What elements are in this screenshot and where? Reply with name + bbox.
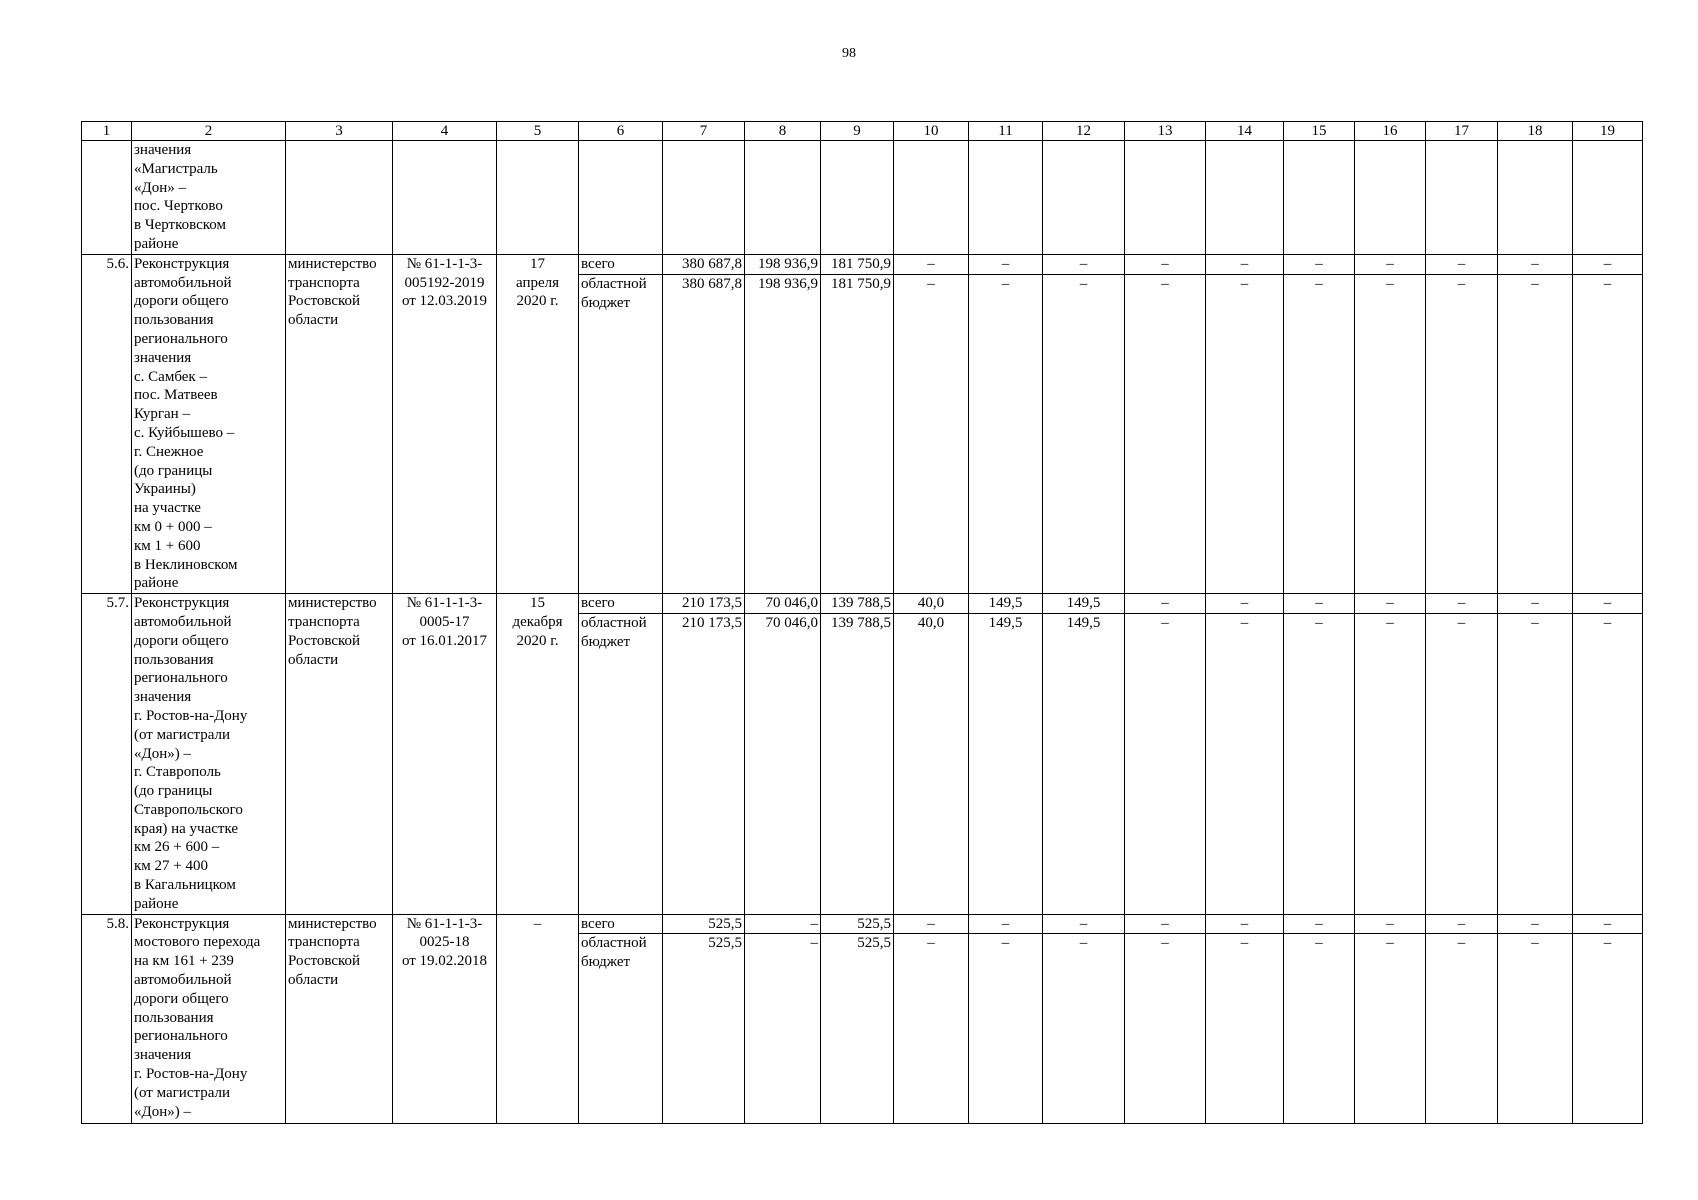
amount-cell: 40,0 — [894, 614, 969, 915]
table-cell — [1498, 141, 1573, 255]
amount-cell: – — [1206, 614, 1284, 915]
amount-cell: – — [1125, 934, 1206, 1124]
amount-cell: 198 936,9 — [745, 274, 821, 593]
amount-cell: – — [1125, 614, 1206, 915]
table-cell — [579, 141, 663, 255]
amount-cell: – — [1355, 914, 1426, 934]
amount-cell: 149,5 — [1043, 614, 1125, 915]
column-header: 19 — [1573, 122, 1643, 141]
column-header: 11 — [969, 122, 1043, 141]
amount-cell: – — [1426, 614, 1498, 915]
table-cell — [82, 141, 132, 255]
organization-cell: министерство транспорта Ростовской области — [286, 254, 393, 593]
amount-cell: 139 788,5 — [821, 614, 894, 915]
amount-cell: – — [894, 274, 969, 593]
column-header: 18 — [1498, 122, 1573, 141]
column-header: 15 — [1284, 122, 1355, 141]
row-number-cell: 5.7. — [82, 594, 132, 915]
amount-cell: – — [1426, 254, 1498, 274]
budget-table — [81, 121, 1643, 1124]
table-cell — [1284, 141, 1355, 255]
table-cell — [894, 141, 969, 255]
amount-cell: 70 046,0 — [745, 614, 821, 915]
table-cell — [821, 141, 894, 255]
table-cell — [497, 141, 579, 255]
amount-cell: – — [1284, 614, 1355, 915]
table-row — [82, 254, 1643, 274]
amount-cell: – — [1043, 914, 1125, 934]
amount-cell: – — [1206, 594, 1284, 614]
column-header: 3 — [286, 122, 393, 141]
amount-cell: 380 687,8 — [663, 254, 745, 274]
column-header: 13 — [1125, 122, 1206, 141]
amount-cell: – — [1573, 254, 1643, 274]
column-header: 16 — [1355, 122, 1426, 141]
amount-cell: – — [1355, 254, 1426, 274]
column-header: 9 — [821, 122, 894, 141]
continued-row — [82, 141, 1643, 255]
amount-cell: – — [969, 934, 1043, 1124]
column-header: 6 — [579, 122, 663, 141]
project-name-cell: Реконструкция автомобильной дороги общего пользования регионального значения г. Ростов-на-Дону (от магистрали «Дон») – г. Ставрополь (до границы Ставропольского края) на участке км 26 + 600 – км 27 + 400 в Кагальницком районе — [132, 594, 286, 915]
table-cell — [393, 141, 497, 255]
table-cell — [745, 141, 821, 255]
column-header: 2 — [132, 122, 286, 141]
document-cell: № 61-1-1-3- 0025-18 от 19.02.2018 — [393, 914, 497, 1124]
amount-cell: 525,5 — [663, 914, 745, 934]
table-cell — [1125, 141, 1206, 255]
amount-cell: – — [1125, 274, 1206, 593]
amount-cell: 525,5 — [821, 914, 894, 934]
amount-cell: – — [1498, 594, 1573, 614]
amount-cell: – — [1284, 914, 1355, 934]
funding-source-cell: всего — [579, 914, 663, 934]
amount-cell: – — [1573, 594, 1643, 614]
amount-cell: – — [1498, 274, 1573, 593]
amount-cell: 525,5 — [663, 934, 745, 1124]
amount-cell: – — [1284, 254, 1355, 274]
amount-cell: – — [1355, 614, 1426, 915]
funding-source-cell: областной бюджет — [579, 934, 663, 1124]
amount-cell: – — [969, 914, 1043, 934]
date-cell: 15 декабря 2020 г. — [497, 594, 579, 915]
column-header: 5 — [497, 122, 579, 141]
amount-cell: 210 173,5 — [663, 594, 745, 614]
table-cell — [1573, 141, 1643, 255]
amount-cell: – — [894, 254, 969, 274]
organization-cell: министерство транспорта Ростовской области — [286, 594, 393, 915]
amount-cell: – — [1125, 914, 1206, 934]
amount-cell: 198 936,9 — [745, 254, 821, 274]
table-cell — [286, 141, 393, 255]
row-number-cell: 5.8. — [82, 914, 132, 1124]
column-header: 12 — [1043, 122, 1125, 141]
amount-cell: – — [969, 254, 1043, 274]
amount-cell: 380 687,8 — [663, 274, 745, 593]
amount-cell: – — [1355, 594, 1426, 614]
row-number-cell: 5.6. — [82, 254, 132, 593]
amount-cell: 40,0 — [894, 594, 969, 614]
column-header: 1 — [82, 122, 132, 141]
amount-cell: – — [1043, 274, 1125, 593]
amount-cell: – — [1206, 934, 1284, 1124]
document-cell: № 61-1-1-3- 0005-17 от 16.01.2017 — [393, 594, 497, 915]
amount-cell: – — [1573, 614, 1643, 915]
amount-cell: 70 046,0 — [745, 594, 821, 614]
amount-cell: 181 750,9 — [821, 254, 894, 274]
table-row — [82, 594, 1643, 614]
amount-cell: – — [1426, 594, 1498, 614]
amount-cell: – — [745, 934, 821, 1124]
date-cell: 17 апреля 2020 г. — [497, 254, 579, 593]
amount-cell: – — [969, 274, 1043, 593]
amount-cell: 149,5 — [1043, 594, 1125, 614]
project-name-cell: Реконструкция мостового перехода на км 161 + 239 автомобильной дороги общего пользования регионального значения г. Ростов-на-Дону (от магистрали «Дон») – — [132, 914, 286, 1124]
table-cell — [1043, 141, 1125, 255]
amount-cell: – — [1498, 254, 1573, 274]
amount-cell: – — [1284, 594, 1355, 614]
amount-cell: – — [1426, 914, 1498, 934]
amount-cell: – — [745, 914, 821, 934]
amount-cell: 149,5 — [969, 614, 1043, 915]
funding-source-cell: областной бюджет — [579, 274, 663, 593]
amount-cell: – — [1355, 934, 1426, 1124]
amount-cell: – — [1573, 274, 1643, 593]
amount-cell: – — [1573, 914, 1643, 934]
column-header: 8 — [745, 122, 821, 141]
amount-cell: 210 173,5 — [663, 614, 745, 915]
amount-cell: – — [1498, 934, 1573, 1124]
date-cell: – — [497, 914, 579, 1124]
column-header: 4 — [393, 122, 497, 141]
organization-cell: министерство транспорта Ростовской области — [286, 914, 393, 1124]
amount-cell: 139 788,5 — [821, 594, 894, 614]
amount-cell: 149,5 — [969, 594, 1043, 614]
column-header: 10 — [894, 122, 969, 141]
table-cell — [1206, 141, 1284, 255]
column-header: 17 — [1426, 122, 1498, 141]
amount-cell: – — [1125, 594, 1206, 614]
table-cell — [1355, 141, 1426, 255]
amount-cell: – — [1284, 274, 1355, 593]
column-header: 14 — [1206, 122, 1284, 141]
amount-cell: – — [1206, 914, 1284, 934]
amount-cell: – — [894, 914, 969, 934]
amount-cell: – — [1498, 614, 1573, 915]
amount-cell: – — [1206, 254, 1284, 274]
table-cell — [663, 141, 745, 255]
amount-cell: – — [1573, 934, 1643, 1124]
amount-cell: – — [1043, 934, 1125, 1124]
table-row — [82, 914, 1643, 934]
page-number: 98 — [842, 46, 856, 61]
amount-cell: – — [894, 934, 969, 1124]
amount-cell: – — [1355, 274, 1426, 593]
table-cell — [1426, 141, 1498, 255]
amount-cell: – — [1043, 254, 1125, 274]
column-header-row — [82, 122, 1643, 141]
amount-cell: – — [1206, 274, 1284, 593]
amount-cell: – — [1125, 254, 1206, 274]
amount-cell: – — [1426, 274, 1498, 593]
column-header: 7 — [663, 122, 745, 141]
project-name-cell: Реконструкция автомобильной дороги общего пользования регионального значения с. Самбек – пос. Матвеев Курган – с. Куйбышево – г. Снежное (до границы Украины) на участке км 0 + 000 – км 1 + 600 в Неклиновском районе — [132, 254, 286, 593]
amount-cell: 525,5 — [821, 934, 894, 1124]
funding-source-cell: всего — [579, 254, 663, 274]
amount-cell: – — [1426, 934, 1498, 1124]
funding-source-cell: всего — [579, 594, 663, 614]
amount-cell: – — [1498, 914, 1573, 934]
amount-cell: 181 750,9 — [821, 274, 894, 593]
document-cell: № 61-1-1-3- 005192-2019 от 12.03.2019 — [393, 254, 497, 593]
funding-source-cell: областной бюджет — [579, 614, 663, 915]
amount-cell: – — [1284, 934, 1355, 1124]
table-cell — [969, 141, 1043, 255]
project-name-cell: значения «Магистраль «Дон» – пос. Чертково в Чертковском районе — [132, 141, 286, 255]
